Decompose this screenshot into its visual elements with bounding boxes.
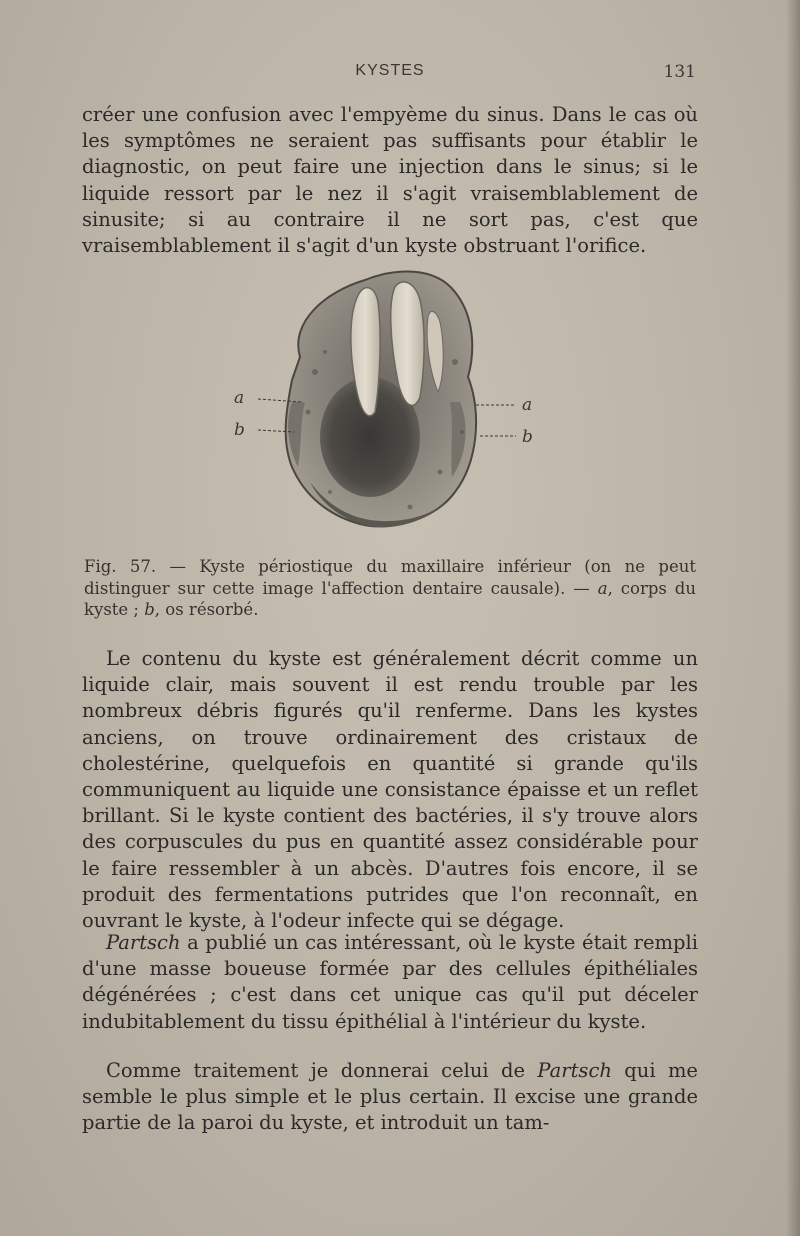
figure-57: [230, 262, 550, 547]
paragraph-partsch-text: a publié un cas intéressant, où le kyste était rempli d'une masse boueuse formée par des cellules épithéliales dégénérées ; c'est dans cet unique cas qu'il put déceler indubitablement du tissu épithélial à l'intérieur du kyste.: [82, 931, 698, 1033]
header-title: KYSTES: [355, 62, 425, 79]
treatment-start: Comme traitement je donnerai celui de: [106, 1059, 538, 1082]
treatment-rest: qui me semble le plus simple et le plus certain. Il excise une grande partie de la paroi du kyste, et introduit un tam-: [82, 1059, 698, 1135]
label-left-b: b: [234, 420, 245, 440]
paragraph-intro: créer une confusion avec l'empyème du sinus. Dans le cas où les symptômes ne seraient pas suffisants pour établir le diagnostic, on peut faire une injection dans le sinus; si le liquide ressort par le nez il s'agit vraisemblablement de sinusite; si au contraire il ne sort pas, c'est que vraisemblablement il s'agit d'un kyste obstruant l'orifice.: [82, 103, 698, 258]
label-left-a: a: [234, 388, 245, 408]
paragraph-partsch-case: [82, 930, 698, 1035]
author-name: Partsch: [106, 931, 181, 954]
cyst-illustration: [230, 262, 550, 547]
label-right-a: a: [522, 395, 533, 415]
caption-b-letter: b: [144, 600, 155, 619]
author-name: Partsch: [537, 1059, 612, 1082]
label-right-b: b: [522, 427, 533, 447]
caption-prefix: Fig. 57. — Kyste périostique du maxillaire inférieur (on ne peut distinguer sur cette image l'affection dentaire causale). —: [84, 557, 696, 598]
running-header: [80, 62, 700, 86]
page-number: 131: [663, 62, 696, 82]
figure-caption: [84, 556, 696, 621]
paragraph-contents: Le contenu du kyste est généralement décrit comme un liquide clair, mais souvent il est rendu trouble par les nombreux débris figurés qu'il renferme. Dans les kystes anciens, on trouve ordinairement des cristaux de cholestérine, quelquefois en quantité si grande qu'ils communiquent au liquide une consistance épaisse et un reflet brillant. Si le kyste contient des bactéries, il s'y trouve alors des corpuscules du pus en quantité assez considérable pour le faire ressembler à un abcès. D'autres fois encore, il se produit des fermentations putrides que l'on reconnaît, en ouvrant le kyste, à l'odeur infecte qui se dégage.: [82, 647, 698, 933]
caption-a-text: , corps du kyste ;: [84, 578, 696, 619]
caption-b-text: , os résorbé.: [154, 600, 259, 619]
caption-a-letter: a: [597, 578, 608, 598]
page-edge-shadow: [786, 0, 800, 1236]
paragraph-treatment: [82, 1058, 698, 1137]
